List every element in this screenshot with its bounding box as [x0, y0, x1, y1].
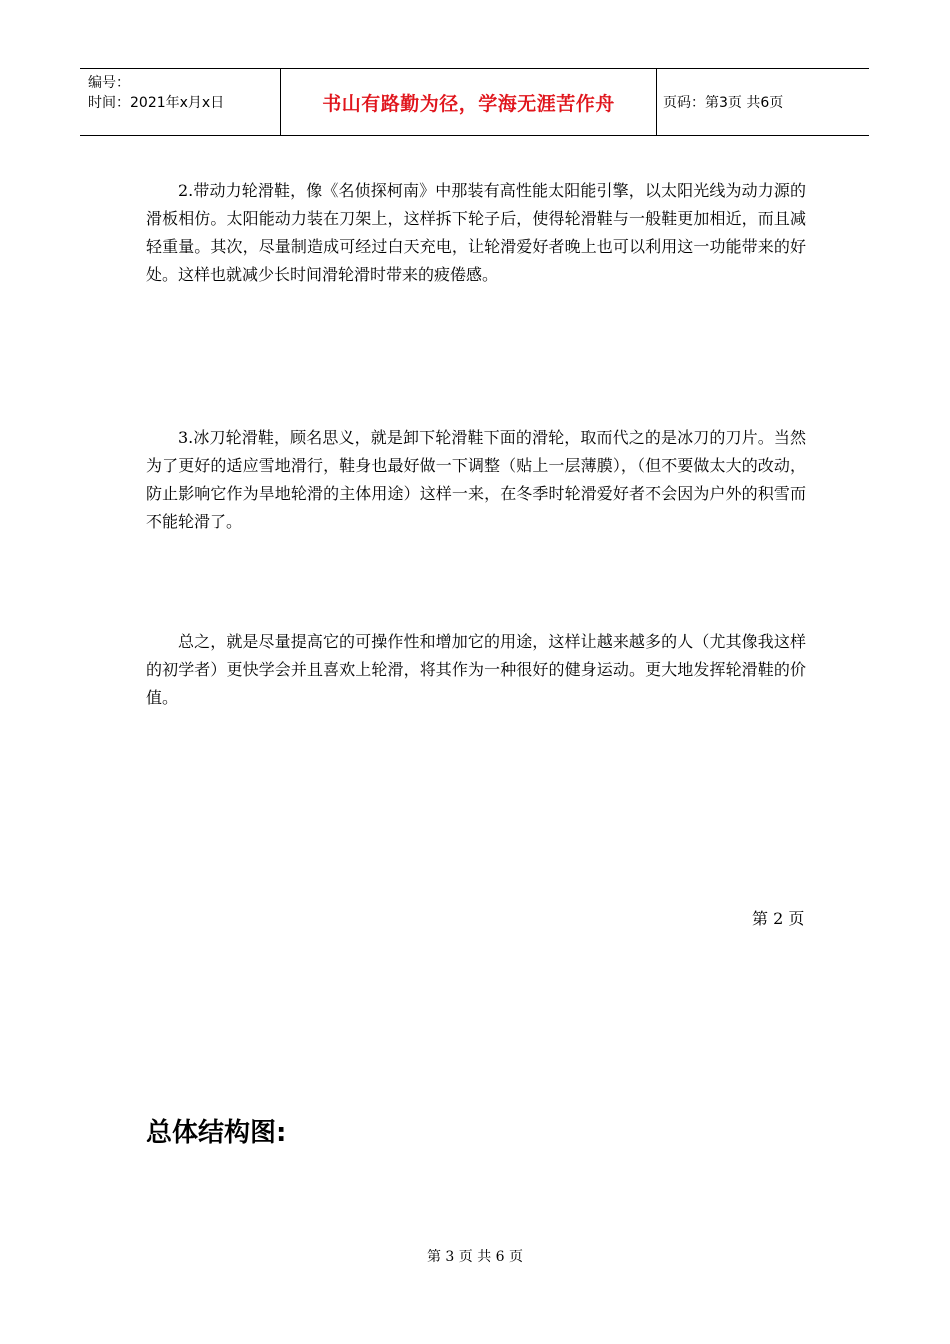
inner-page-number: 第 2 页	[752, 909, 805, 928]
header-page-info: 页码：第3页 共6页	[663, 95, 784, 111]
date-label: 时间：2021年x月x日	[88, 95, 225, 111]
header-motto-cell	[281, 69, 657, 135]
header-page-cell	[657, 69, 869, 135]
page-footer	[0, 1246, 950, 1266]
header-meta-cell	[80, 69, 281, 135]
code-label: 编号：	[88, 75, 130, 91]
header-motto: 书山有路勤为径，学海无涯苦作舟	[322, 92, 615, 115]
section-heading: 总体结构图:	[146, 1118, 287, 1148]
footer-page-count: 第 3 页 共 6 页	[426, 1249, 524, 1265]
paragraph-ice-blade-skates: 3.冰刀轮滑鞋，顾名思义，就是卸下轮滑鞋下面的滑轮，取而代之的是冰刀的刀片。当然为了更好的适应雪地滑行，鞋身也最好做一下调整（贴上一层薄膜），（但不要做太大的改动，防止影响它作为旱地轮滑的主体用途）这样一来，在冬季时轮滑爱好者不会因为户外的积雪而不能轮滑了。	[146, 428, 806, 531]
page-header	[80, 68, 869, 136]
paragraph-powered-skates: 2.带动力轮滑鞋，像《名侦探柯南》中那装有高性能太阳能引擎，以太阳光线为动力源的滑板相仿。太阳能动力装在刀架上，这样拆下轮子后，使得轮滑鞋与一般鞋更加相近，而且减轻重量。其次，尽量制造成可经过白天充电，让轮滑爱好者晚上也可以利用这一功能带来的好处。这样也就减少长时间滑轮滑时带来的疲倦感。	[146, 181, 806, 284]
paragraph-summary: 总之，就是尽量提高它的可操作性和增加它的用途，这样让越来越多的人（尤其像我这样的初学者）更快学会并且喜欢上轮滑，将其作为一种很好的健身运动。更大地发挥轮滑鞋的价值。	[146, 632, 806, 707]
